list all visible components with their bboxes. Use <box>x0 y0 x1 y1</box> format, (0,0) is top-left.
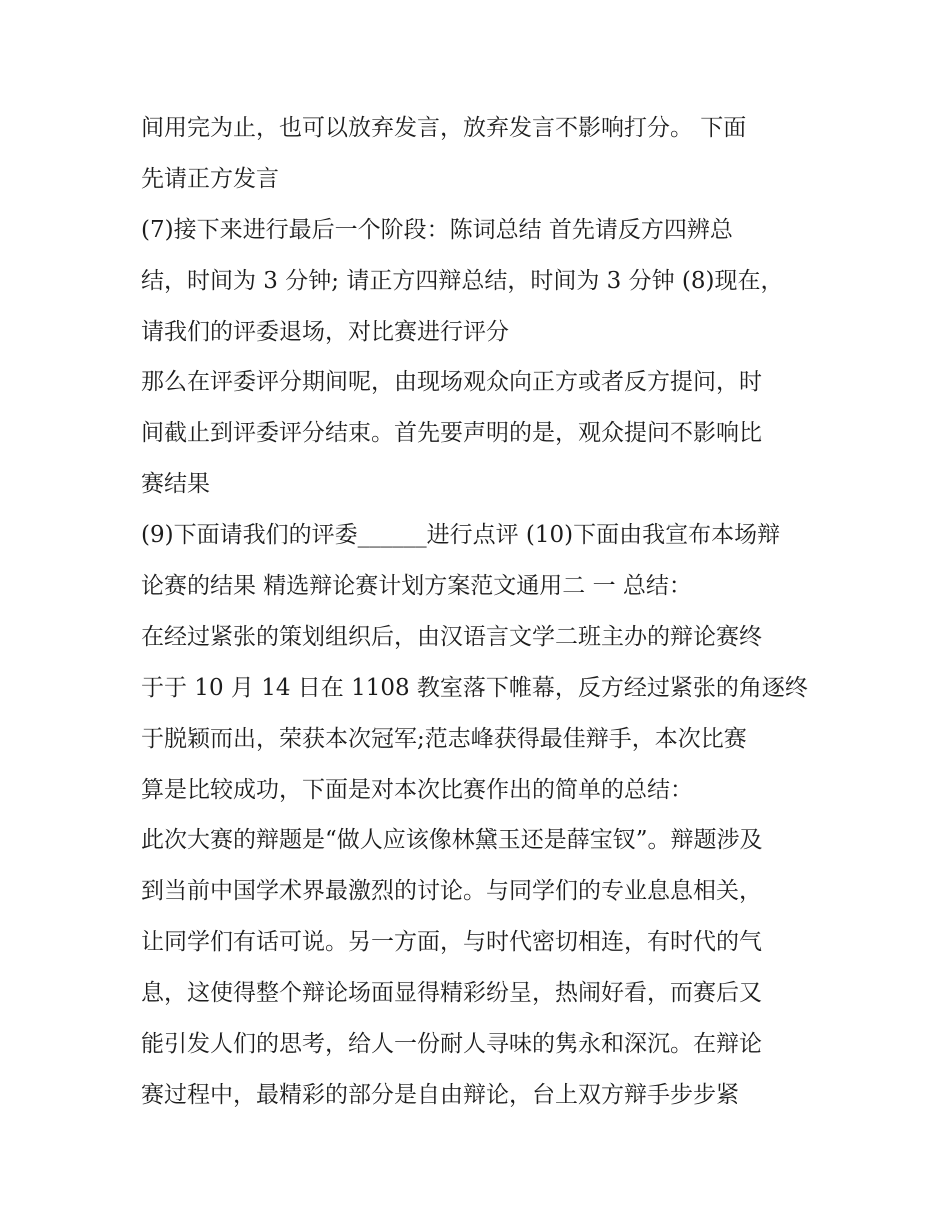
text-line: 间截止到评委评分结束。首先要声明的是，观众提问不影响比 <box>141 420 762 447</box>
text-line: 算是比较成功，下面是对本次比赛作出的简单的总结： <box>141 776 693 803</box>
text-line: (7)接下来进行最后一个阶段：陈词总结 首先请反方四辨总 <box>141 216 733 243</box>
text-line: 息，这使得整个辩论场面显得精彩纷呈，热闹好看，而赛后又 <box>141 980 762 1007</box>
text-line: 此次大赛的辩题是“做人应该像林黛玉还是薛宝钗”。辩题涉及 <box>141 827 763 854</box>
text-line: 结，时间为 3 分钟; 请正方四辩总结，时间为 3 分钟 (8)现在， <box>141 267 784 294</box>
body-text <box>141 103 821 1121</box>
text-line: 于脱颖而出，荣获本次冠军;范志峰获得最佳辩手，本次比赛 <box>141 725 747 752</box>
text-line: 到当前中国学术界最激烈的讨论。与同学们的专业息息相关， <box>141 878 762 905</box>
text-line: 能引发人们的思考，给人一份耐人寻味的隽永和深沉。在辩论 <box>141 1031 762 1058</box>
text-line: 论赛的结果 精选辩论赛计划方案范文通用二 一 总结： <box>141 573 692 600</box>
text-line: 间用完为止，也可以放弃发言，放弃发言不影响打分。 下面 <box>141 115 747 141</box>
text-line: 赛过程中，最精彩的部分是自由辩论，台上双方辩手步步紧 <box>141 1081 739 1108</box>
text-line: 赛结果 <box>141 471 210 498</box>
text-line: 在经过紧张的策划组织后，由汉语言文学二班主办的辩论赛终 <box>141 623 762 650</box>
text-line: 先请正方发言 <box>141 165 279 192</box>
text-line: 让同学们有话可说。另一方面，与时代密切相连，有时代的气 <box>141 929 762 956</box>
text-line: (9)下面请我们的评委______进行点评 (10)下面由我宣布本场辩 <box>141 522 781 549</box>
text-line: 于于 10 月 14 日在 1108 教室落下帷幕，反方经过紧张的角逐终 <box>141 674 808 701</box>
text-line: 那么在评委评分期间呢，由现场观众向正方或者反方提问，时 <box>141 369 762 396</box>
text-line: 请我们的评委退场，对比赛进行评分 <box>141 318 509 345</box>
